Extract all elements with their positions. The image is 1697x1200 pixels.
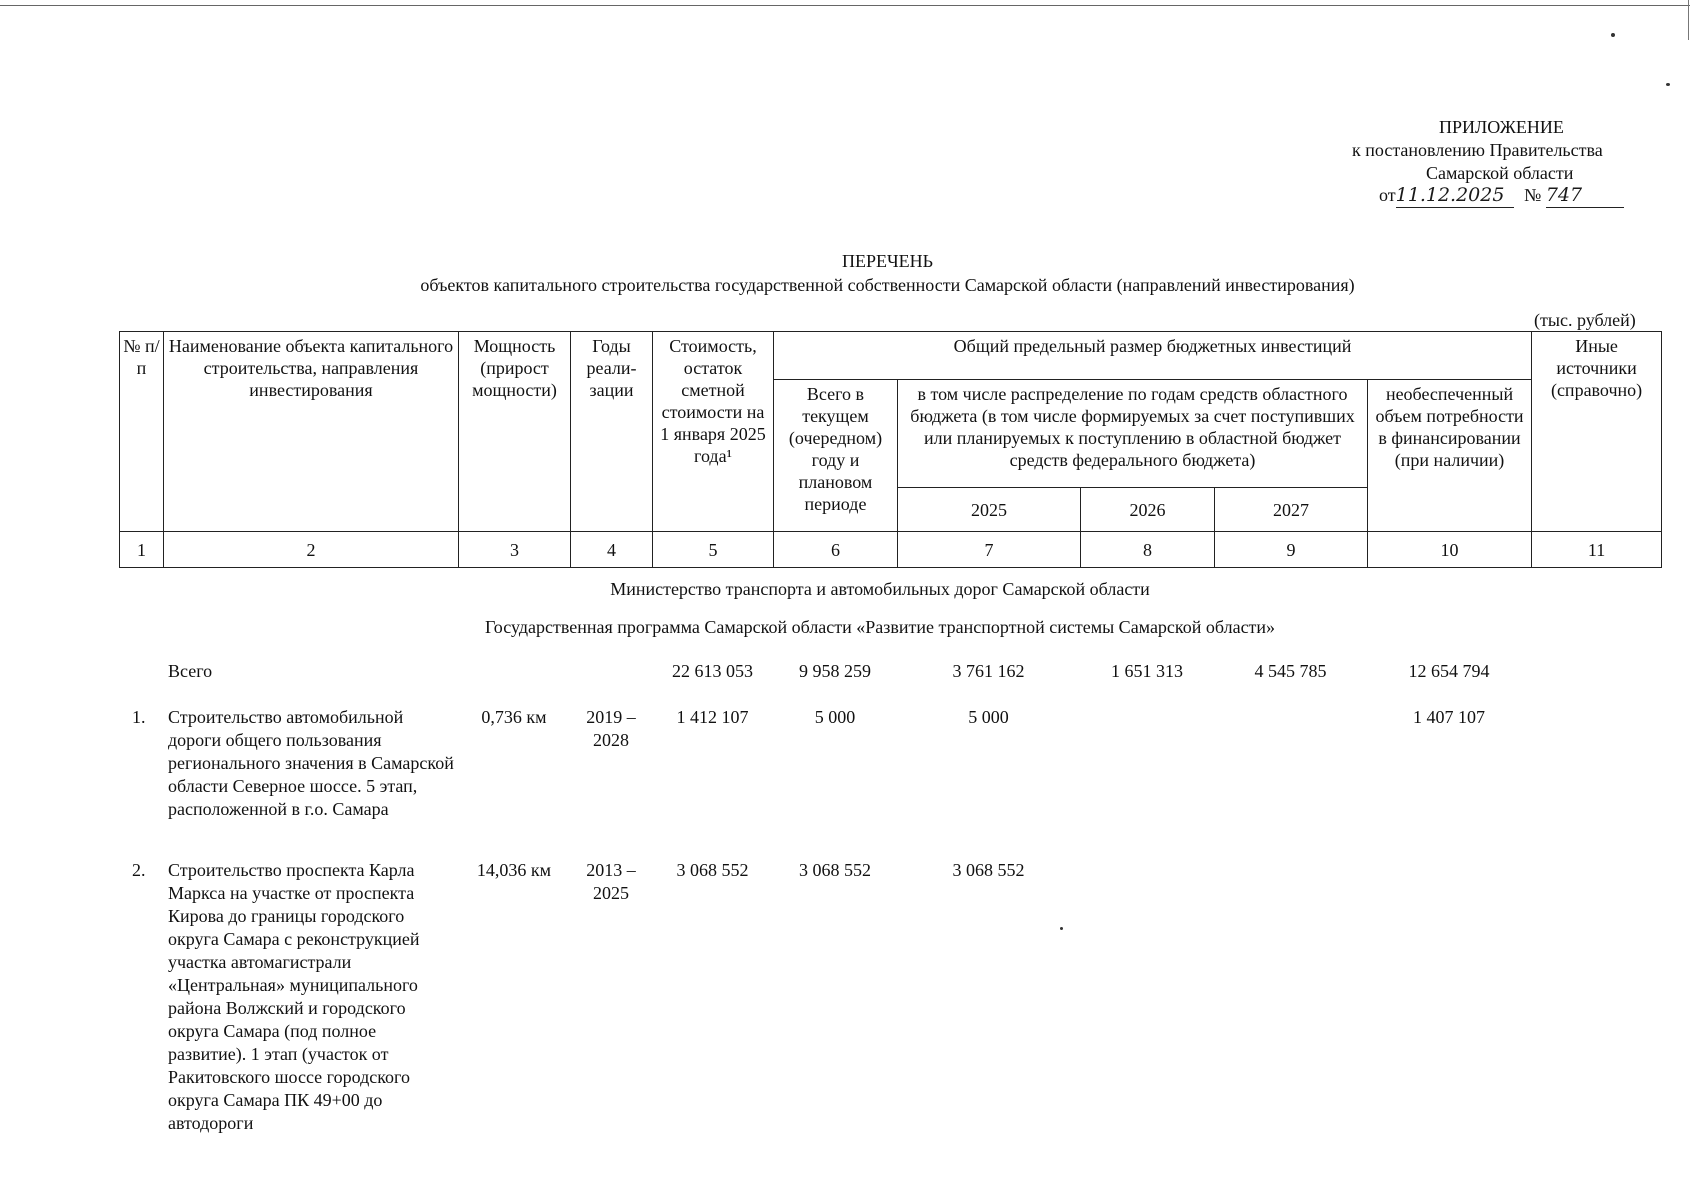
header-col-other: Иные источники (справочно) [1532,332,1662,532]
row-unfunded: 1 407 107 [1413,707,1485,727]
appendix-date-line [1379,184,1624,208]
header-col-num: № п/п [120,332,164,532]
row-name: Строительство автомобильной дороги общего пользования регионального значения в Самарской области Северное шоссе. 5 этап, расположенной в г.о. Самара [168,707,454,819]
row-capacity: 14,036 км [476,860,552,880]
units-label: (тыс. рублей) [1534,310,1636,330]
row-number: 1. [132,707,146,727]
col-number: 11 [1532,532,1662,568]
total-2025: 3 761 162 [952,661,1025,681]
total-cost: 22 613 053 [672,661,753,681]
row-cost: 3 068 552 [676,860,749,880]
number-prefix: № [1524,185,1542,205]
date-prefix: от [1379,185,1396,205]
scan-top-border [0,5,1690,6]
appendix-title: ПРИЛОЖЕНИЕ [1439,117,1564,137]
ministry-heading: Министерство транспорта и автомобильных дорог Самарской области [610,579,1150,599]
number-value: 747 [1546,184,1624,208]
header-table [119,331,1662,568]
col-number: 5 [653,532,774,568]
header-col-years: Годы реали- зации [571,332,653,532]
col-number: 4 [571,532,653,568]
header-year-2027: 2027 [1215,488,1368,532]
appendix-line-2: Самарской области [1426,163,1574,183]
total-unfunded: 12 654 794 [1408,661,1490,681]
row-number: 2. [132,860,146,880]
header-col-capacity: Мощность (прирост мощности) [459,332,571,532]
document-subtitle: объектов капитального строительства государственной собственности Самарской области (направлений инвестирования) [420,275,1355,295]
row-total: 3 068 552 [799,860,871,880]
scan-speck [1666,83,1670,86]
total-2027: 4 545 785 [1254,661,1327,681]
program-heading: Государственная программа Самарской области «Развитие транспортной системы Самарской области» [484,617,1276,637]
col-number: 10 [1368,532,1532,568]
col-number: 3 [459,532,571,568]
row-name: Строительство проспекта Карла Маркса на участке от проспекта Кирова до границы городского округа Самара с реконструкцией участка автомагистрали «Центральная» муниципального района Волжский и городского округа Самара (под полное развитие). 1 этап (участок от Ракитовского шоссе городского округа Самара ПК 49+00 до автодороги [168,860,420,1133]
document-title: ПЕРЕЧЕНЬ [841,251,934,271]
header-subgroup-years: в том числе распределение по годам средств областного бюджета (в том числе формируемых за счет поступивших или планируемых к поступлению в областной бюджет средств федерального бюджета) [898,380,1368,488]
header-year-2025: 2025 [898,488,1081,532]
col-number: 7 [898,532,1081,568]
col-number: 1 [120,532,164,568]
header-col-cost: Стоимость, остаток сметной стоимости на 1 января 2025 года¹ [653,332,774,532]
date-value: 11.12.2025 [1396,184,1514,208]
row-capacity: 0,736 км [481,707,547,727]
appendix-line-1: к постановлению Правительства [1352,140,1603,160]
row-2025: 3 068 552 [952,860,1025,880]
col-number: 2 [164,532,459,568]
scan-speck [1611,33,1615,37]
header-col-unfunded: необеспеченный объем потребности в финансировании (при наличии) [1368,380,1532,532]
total-sum: 9 958 259 [799,661,871,681]
row-years: 2019 – 2028 [586,707,636,750]
header-year-2026: 2026 [1081,488,1215,532]
total-2026: 1 651 313 [1111,661,1183,681]
header-col-name: Наименование объекта капитального строительства, направления инвестирования [164,332,459,532]
header-col-total: Всего в текущем (очередном) году и плановом периоде [774,380,898,532]
row-2025: 5 000 [968,707,1009,727]
row-years: 2013 – 2025 [586,860,636,903]
col-number: 8 [1081,532,1215,568]
col-number: 6 [774,532,898,568]
row-cost: 1 412 107 [676,707,749,727]
scan-right-border [1688,0,1689,40]
row-total: 5 000 [814,707,856,727]
total-label: Всего [168,661,213,681]
scan-speck [1060,927,1063,930]
header-group-investments: Общий предельный размер бюджетных инвестиций [774,332,1532,380]
col-number: 9 [1215,532,1368,568]
